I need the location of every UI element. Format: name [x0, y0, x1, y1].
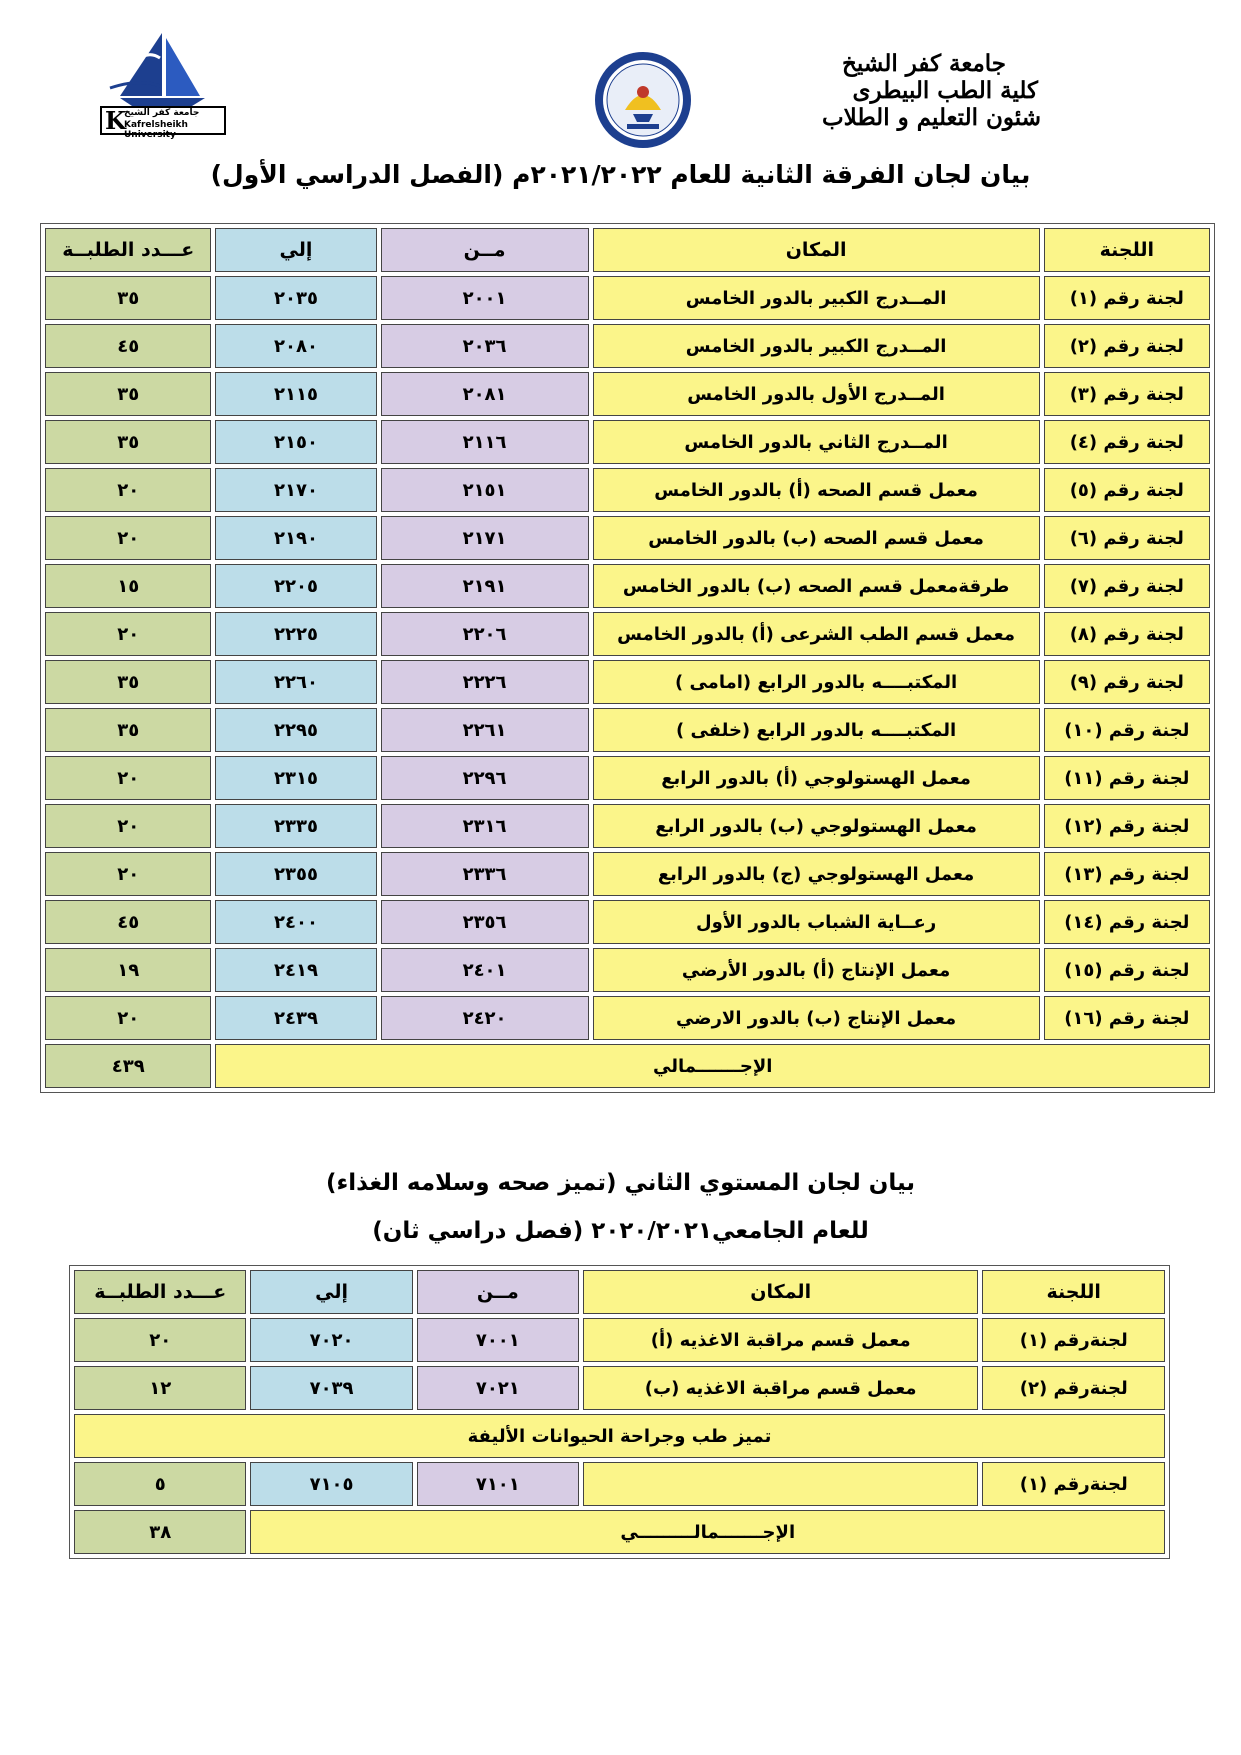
to-cell: ٢٠٨٠	[215, 324, 376, 368]
k-letter-icon: K	[105, 106, 126, 135]
count-cell: ٢٠	[45, 804, 211, 848]
header-committee: اللجنة	[1044, 228, 1210, 272]
to-cell: ٧٠٣٩	[250, 1366, 412, 1410]
from-cell: ٢٢٦١	[381, 708, 589, 752]
to-cell: ٧١٠٥	[250, 1462, 412, 1506]
table-row	[45, 324, 1210, 368]
to-cell: ٢١٧٠	[215, 468, 376, 512]
to-cell: ٢٢٩٥	[215, 708, 376, 752]
to-cell: ٢٣١٥	[215, 756, 376, 800]
from-cell: ٢٣٥٦	[381, 900, 589, 944]
table-row	[45, 612, 1210, 656]
place-cell: المــدرج الأول بالدور الخامس	[593, 372, 1040, 416]
header-from: مــن	[381, 228, 589, 272]
header-count: عـــدد الطلبــة	[74, 1270, 246, 1314]
place-cell: رعــاية الشباب بالدور الأول	[593, 900, 1040, 944]
table1-title: بيان لجان الفرقة الثانية للعام ٢٠٢١/٢٠٢٢م (الفصل الدراسي الأول)	[210, 160, 1031, 189]
to-cell: ٢٤٠٠	[215, 900, 376, 944]
to-cell: ٢٤١٩	[215, 948, 376, 992]
place-cell: المــدرج الثاني بالدور الخامس	[593, 420, 1040, 464]
committee-cell: لجنة رقم (٦)	[1044, 516, 1210, 560]
count-cell: ٢٠	[45, 852, 211, 896]
from-cell: ٢١٩١	[381, 564, 589, 608]
table2-total-row	[74, 1510, 1165, 1554]
committee-cell: لجنة رقم (١٦)	[1044, 996, 1210, 1040]
committee-cell: لجنة رقم (١)	[1044, 276, 1210, 320]
count-cell: ٢٠	[45, 516, 211, 560]
table-row	[74, 1366, 1165, 1410]
to-cell: ٢١٥٠	[215, 420, 376, 464]
to-cell: ٢٤٣٩	[215, 996, 376, 1040]
table2-header-row	[74, 1270, 1165, 1314]
to-cell: ٢٢٢٥	[215, 612, 376, 656]
table-row	[45, 660, 1210, 704]
logo-caption-box	[100, 106, 226, 140]
to-cell: ٢٢٦٠	[215, 660, 376, 704]
section-label: تميز طب وجراحة الحيوانات الأليفة	[74, 1414, 1165, 1458]
committee-cell: لجنة رقم (٥)	[1044, 468, 1210, 512]
to-cell: ٢٠٣٥	[215, 276, 376, 320]
table-row	[45, 948, 1210, 992]
count-cell: ١٩	[45, 948, 211, 992]
from-cell: ٢١٧١	[381, 516, 589, 560]
committee-cell: لجنة رقم (١٤)	[1044, 900, 1210, 944]
quality-seal-logo	[593, 50, 693, 150]
university-logo	[100, 28, 225, 140]
count-cell: ٣٥	[45, 708, 211, 752]
table-row	[74, 1318, 1165, 1362]
total-label: الإجـــــــمالي	[215, 1044, 1210, 1088]
from-cell: ٢٠٠١	[381, 276, 589, 320]
committee-cell: لجنة رقم (١١)	[1044, 756, 1210, 800]
table-row	[45, 804, 1210, 848]
count-cell: ٣٥	[45, 276, 211, 320]
committee-cell: لجنةرقم (١)	[982, 1462, 1165, 1506]
count-cell: ٢٠	[45, 612, 211, 656]
logo-text-en: Kafrelsheikh University	[124, 120, 188, 140]
count-cell: ٤٥	[45, 324, 211, 368]
from-cell: ٢٢٠٦	[381, 612, 589, 656]
to-cell: ٢٣٥٥	[215, 852, 376, 896]
to-cell: ٢١١٥	[215, 372, 376, 416]
place-cell: معمل الهستولوجي (ب) بالدور الرابع	[593, 804, 1040, 848]
from-cell: ٧٠٠١	[417, 1318, 579, 1362]
header-committee: اللجنة	[982, 1270, 1165, 1314]
committee-cell: لجنة رقم (١٢)	[1044, 804, 1210, 848]
header-to: إلي	[215, 228, 376, 272]
from-cell: ٢٠٨١	[381, 372, 589, 416]
count-cell: ٢٠	[45, 756, 211, 800]
place-cell: معمل قسم مراقبة الاغذيه (أ)	[583, 1318, 979, 1362]
logo-text-ar: جامعة كفر الشيخ	[124, 108, 200, 118]
total-label: الإجـــــــمالـــــــــي	[250, 1510, 1165, 1554]
faculty-name: كلية الطب البيطرى	[852, 77, 1038, 104]
table1-header-row	[45, 228, 1210, 272]
place-cell: معمل قسم الطب الشرعى (أ) بالدور الخامس	[593, 612, 1040, 656]
to-cell: ٢١٩٠	[215, 516, 376, 560]
place-cell: معمل قسم الصحه (أ) بالدور الخامس	[593, 468, 1040, 512]
count-cell: ٢٠	[45, 996, 211, 1040]
count-cell: ٣٥	[45, 660, 211, 704]
place-cell: المــدرج الكبير بالدور الخامس	[593, 276, 1040, 320]
table-row	[45, 420, 1210, 464]
committee-cell: لجنة رقم (١٥)	[1044, 948, 1210, 992]
header-place: المكان	[583, 1270, 979, 1314]
table-row	[45, 852, 1210, 896]
table-row	[45, 468, 1210, 512]
count-cell: ٣٥	[45, 420, 211, 464]
committee-cell: لجنةرقم (٢)	[982, 1366, 1165, 1410]
from-cell: ٧١٠١	[417, 1462, 579, 1506]
place-cell: معمل قسم مراقبة الاغذيه (ب)	[583, 1366, 979, 1410]
place-cell	[583, 1462, 979, 1506]
committee-cell: لجنة رقم (٧)	[1044, 564, 1210, 608]
committee-cell: لجنة رقم (٩)	[1044, 660, 1210, 704]
place-cell: المكتبــــه بالدور الرابع (امامى )	[593, 660, 1040, 704]
university-name: جامعة كفر الشيخ	[842, 50, 1006, 77]
place-cell: معمل الهستولوجي (ج) بالدور الرابع	[593, 852, 1040, 896]
committees-table-2	[69, 1265, 1170, 1559]
department-name: شئون التعليم و الطلاب	[821, 104, 1041, 131]
place-cell: معمل الإنتاج (ب) بالدور الارضي	[593, 996, 1040, 1040]
table2-title: بيان لجان المستوي الثاني (تميز صحه وسلامه الغذاء)	[325, 1170, 916, 1196]
table-row	[45, 516, 1210, 560]
header-place: المكان	[593, 228, 1040, 272]
header-from: مــن	[417, 1270, 579, 1314]
table-row	[45, 372, 1210, 416]
place-cell: المكتبــــه بالدور الرابع (خلفى )	[593, 708, 1040, 752]
place-cell: المــدرج الكبير بالدور الخامس	[593, 324, 1040, 368]
table1-total-row	[45, 1044, 1210, 1088]
from-cell: ٢١٥١	[381, 468, 589, 512]
table-row	[74, 1462, 1165, 1506]
committee-cell: لجنة رقم (٨)	[1044, 612, 1210, 656]
sailboat-icon	[100, 28, 225, 106]
to-cell: ٢٣٣٥	[215, 804, 376, 848]
from-cell: ٧٠٢١	[417, 1366, 579, 1410]
count-cell: ٤٥	[45, 900, 211, 944]
from-cell: ٢٤٢٠	[381, 996, 589, 1040]
from-cell: ٢٤٠١	[381, 948, 589, 992]
committee-cell: لجنة رقم (٣)	[1044, 372, 1210, 416]
table-row	[45, 276, 1210, 320]
committee-cell: لجنةرقم (١)	[982, 1318, 1165, 1362]
place-cell: طرقةمعمل قسم الصحه (ب) بالدور الخامس	[593, 564, 1040, 608]
to-cell: ٢٢٠٥	[215, 564, 376, 608]
committee-cell: لجنة رقم (٤)	[1044, 420, 1210, 464]
count-cell: ٥	[74, 1462, 246, 1506]
from-cell: ٢٣١٦	[381, 804, 589, 848]
committees-table-1	[40, 223, 1215, 1093]
table2-subtitle: للعام الجامعي٢٠٢٠/٢٠٢١ (فصل دراسي ثان)	[372, 1218, 869, 1244]
count-cell: ١٥	[45, 564, 211, 608]
from-cell: ٢٠٣٦	[381, 324, 589, 368]
from-cell: ٢١١٦	[381, 420, 589, 464]
total-value: ٤٣٩	[45, 1044, 211, 1088]
table-row	[45, 564, 1210, 608]
place-cell: معمل الهستولوجي (أ) بالدور الرابع	[593, 756, 1040, 800]
table2-section-row	[74, 1414, 1165, 1458]
committee-cell: لجنة رقم (٢)	[1044, 324, 1210, 368]
count-cell: ٣٥	[45, 372, 211, 416]
count-cell: ٢٠	[74, 1318, 246, 1362]
count-cell: ٢٠	[45, 468, 211, 512]
total-value: ٣٨	[74, 1510, 246, 1554]
table-row	[45, 996, 1210, 1040]
header-count: عـــدد الطلبــة	[45, 228, 211, 272]
from-cell: ٢٢٢٦	[381, 660, 589, 704]
committee-cell: لجنة رقم (١٠)	[1044, 708, 1210, 752]
place-cell: معمل الإنتاج (أ) بالدور الأرضي	[593, 948, 1040, 992]
from-cell: ٢٢٩٦	[381, 756, 589, 800]
from-cell: ٢٣٣٦	[381, 852, 589, 896]
table-row	[45, 900, 1210, 944]
to-cell: ٧٠٢٠	[250, 1318, 412, 1362]
header-to: إلي	[250, 1270, 412, 1314]
count-cell: ١٢	[74, 1366, 246, 1410]
place-cell: معمل قسم الصحه (ب) بالدور الخامس	[593, 516, 1040, 560]
committee-cell: لجنة رقم (١٣)	[1044, 852, 1210, 896]
table-row	[45, 708, 1210, 752]
table-row	[45, 756, 1210, 800]
